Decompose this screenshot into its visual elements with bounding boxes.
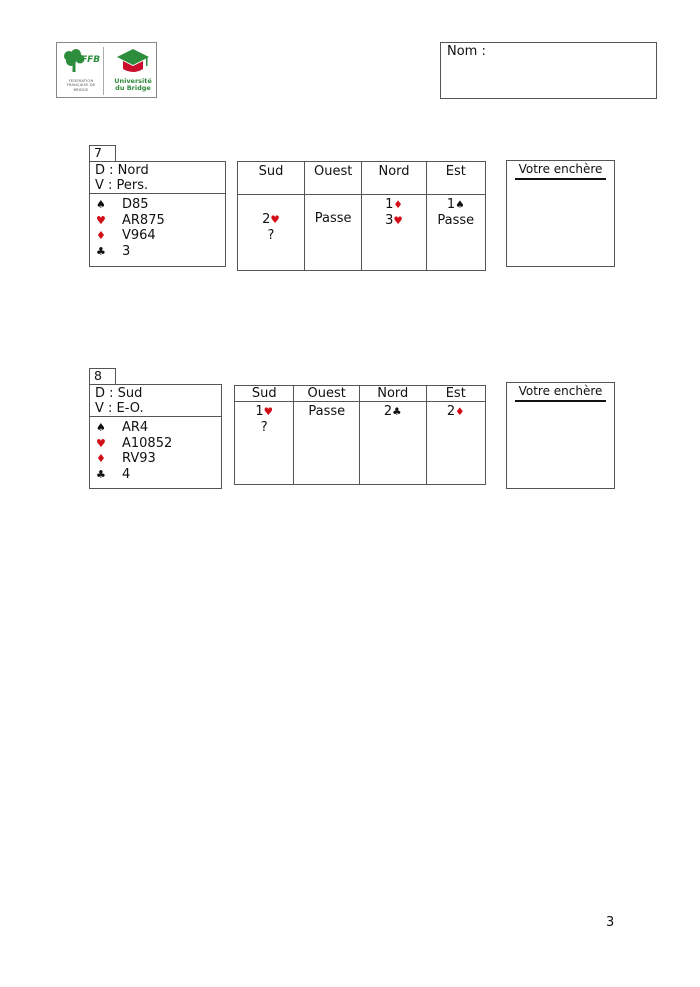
auction-cell-ouest bbox=[304, 195, 362, 271]
club-icon: ♣ bbox=[96, 467, 106, 481]
universite-du-bridge-text: Université du Bridge bbox=[114, 77, 152, 92]
graduation-cap-icon bbox=[115, 47, 151, 77]
auction-table bbox=[234, 385, 486, 485]
diamonds-holding bbox=[96, 228, 225, 244]
heart-icon: ♥ bbox=[96, 213, 106, 227]
bid: Passe bbox=[308, 404, 346, 419]
spade-icon: ♠ bbox=[455, 199, 465, 211]
ffb-logo bbox=[56, 42, 157, 98]
diamonds-cards: RV93 bbox=[122, 451, 156, 466]
auction-cell-est bbox=[426, 195, 485, 271]
bid: ? bbox=[260, 420, 268, 435]
bid: 2♣ bbox=[383, 404, 402, 419]
bid: 2♥ bbox=[262, 212, 280, 227]
bid: 2♦ bbox=[446, 404, 465, 419]
deal-number-box bbox=[89, 368, 116, 384]
header-ouest: Ouest bbox=[294, 386, 360, 402]
diamonds-holding bbox=[96, 451, 221, 467]
diamonds-cards: V964 bbox=[122, 228, 156, 243]
bid: ? bbox=[267, 228, 275, 243]
header-est: Est bbox=[426, 162, 485, 195]
deal-number: 7 bbox=[94, 145, 102, 160]
dealer-text: D : Sud bbox=[95, 386, 143, 401]
bid: 1♦ bbox=[385, 197, 403, 212]
hearts-cards: AR875 bbox=[122, 212, 165, 228]
clubs-holding bbox=[96, 467, 221, 483]
vulnerability-text: V : E-O. bbox=[95, 401, 144, 416]
auction-cell-sud bbox=[235, 402, 294, 485]
logo-divider bbox=[103, 47, 104, 95]
header-sud: Sud bbox=[238, 162, 305, 195]
diamond-icon: ♦ bbox=[393, 199, 403, 211]
club-icon: ♣ bbox=[392, 406, 402, 418]
hearts-holding bbox=[96, 436, 221, 452]
heart-icon: ♥ bbox=[96, 436, 106, 450]
deal-number-box bbox=[89, 145, 116, 161]
auction-cell-nord bbox=[359, 402, 426, 485]
spade-icon: ♠ bbox=[96, 198, 106, 211]
your-bid-underline bbox=[515, 178, 606, 180]
auction-cell-est bbox=[426, 402, 486, 485]
bid: Passe bbox=[314, 211, 352, 226]
name-field[interactable] bbox=[440, 42, 657, 99]
heart-icon: ♥ bbox=[270, 214, 280, 226]
auction-table bbox=[237, 161, 486, 271]
header-nord: Nord bbox=[362, 162, 426, 195]
heart-icon: ♥ bbox=[263, 406, 274, 418]
header-sud: Sud bbox=[235, 386, 294, 402]
auction-cell-ouest bbox=[294, 402, 360, 485]
clubs-cards: 3 bbox=[122, 243, 131, 259]
your-bid-underline bbox=[515, 400, 606, 402]
name-label: Nom : bbox=[447, 44, 486, 59]
hand-box bbox=[89, 161, 226, 267]
bid: Passe bbox=[437, 213, 475, 228]
header-ouest: Ouest bbox=[304, 162, 362, 195]
hearts-cards: A10852 bbox=[122, 435, 173, 451]
spades-cards: AR4 bbox=[122, 420, 149, 435]
bid: 1♠ bbox=[446, 197, 465, 212]
club-icon: ♣ bbox=[96, 244, 106, 258]
diamond-icon: ♦ bbox=[455, 406, 465, 418]
your-bid-box[interactable] bbox=[506, 382, 615, 489]
clubs-cards: 4 bbox=[122, 466, 131, 482]
dealer-text: D : Nord bbox=[95, 163, 149, 178]
vulnerability-text: V : Pers. bbox=[95, 178, 149, 193]
bid: 1♥ bbox=[255, 404, 274, 419]
auction-cell-nord bbox=[362, 195, 426, 271]
hearts-holding bbox=[96, 213, 225, 229]
ffb-text: FFB bbox=[81, 55, 101, 65]
deal-number: 8 bbox=[94, 368, 102, 383]
your-bid-box[interactable] bbox=[506, 160, 615, 267]
your-bid-label: Votre enchère bbox=[518, 162, 603, 176]
hand-box bbox=[89, 384, 222, 489]
spades-holding bbox=[96, 420, 221, 436]
auction-cell-sud bbox=[238, 195, 305, 271]
clubs-holding bbox=[96, 244, 225, 260]
diamond-icon: ♦ bbox=[96, 452, 106, 465]
heart-icon: ♥ bbox=[393, 215, 403, 227]
header-nord: Nord bbox=[359, 386, 426, 402]
spade-icon: ♠ bbox=[96, 421, 106, 434]
diamond-icon: ♦ bbox=[96, 229, 106, 242]
header-est: Est bbox=[426, 386, 486, 402]
spades-holding bbox=[96, 197, 225, 213]
ffb-subtitle: FEDERATION FRANÇAISE DE BRIDGE bbox=[66, 79, 96, 92]
spades-cards: D85 bbox=[122, 197, 149, 212]
your-bid-label: Votre enchère bbox=[518, 384, 603, 398]
page-number: 3 bbox=[606, 915, 615, 930]
bid: 3♥ bbox=[385, 213, 403, 228]
